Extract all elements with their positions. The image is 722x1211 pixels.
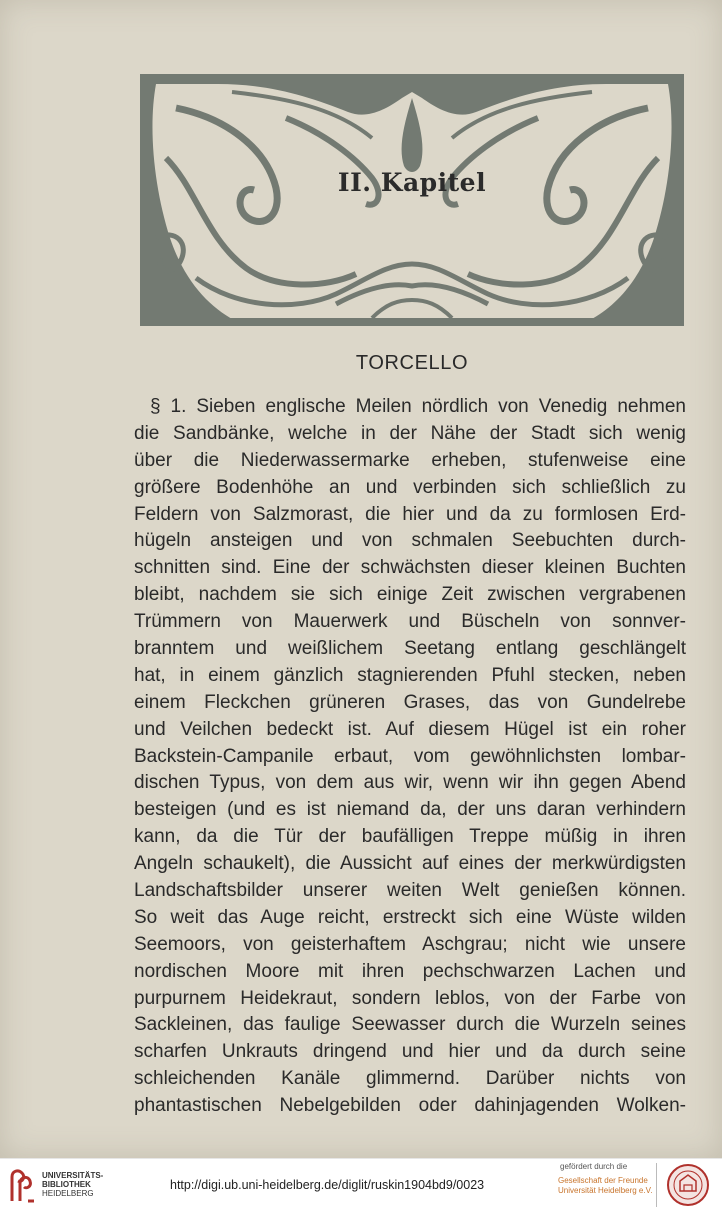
text-line: Backstein-Campanile erbaut, vom gewöhnlichsten lombar- — [134, 745, 686, 767]
text-line: Angeln schaukelt), die Aussicht auf eines der merkwürdigsten — [134, 853, 686, 875]
funder-name[interactable] — [558, 1176, 652, 1196]
text-line: scharfen Unkrauts dringend und hier und da durch seine — [134, 1041, 686, 1063]
chapter-ornament-frame — [136, 68, 688, 330]
text-line: Sackleinen, das faulige Seewasser durch die Wurzeln seines — [134, 1014, 686, 1036]
library-name-line3: HEIDELBERG — [42, 1189, 94, 1198]
university-seal-icon — [666, 1163, 710, 1207]
text-line: hat, in einem gänzlich stagnierenden Pfuhl stecken, neben — [134, 664, 686, 686]
text-line: phantastischen Nebelgebilden oder dahinjagenden Wolken- — [134, 1095, 686, 1117]
text-line: dischen Typus, von dem aus wir, wenn wir ihn gegen Abend — [134, 772, 686, 794]
text-line: branntem und weißlichem Seetang entlang geschlängelt — [134, 638, 686, 660]
funded-by-label: gefördert durch die — [560, 1162, 628, 1171]
text-line: Feldern von Salzmorast, die hier und da zu formlosen Erd- — [134, 503, 686, 525]
section-heading: TORCELLO — [355, 352, 469, 374]
text-line: nordischen Moore mit ihren pechschwarzen Lachen und — [134, 960, 686, 982]
text-line: größere Bodenhöhe an und verbinden sich schließlich zu — [134, 476, 686, 498]
library-name[interactable] — [42, 1171, 103, 1198]
text-line: die Sandbänke, welche in der Nähe der Stadt sich wenig — [134, 422, 686, 444]
body-text — [134, 394, 686, 1120]
funder-line1: Gesellschaft der Freunde — [558, 1176, 648, 1185]
text-line: und Veilchen bedeckt ist. Auf diesem Hügel ist ein roher — [134, 718, 686, 740]
text-line: einem Fleckchen grüneren Grases, das von Gundelrebe — [134, 691, 686, 713]
text-line: Landschaftsbilder unserer weiten Welt genießen können. — [134, 880, 686, 902]
text-line: schleichenden Kanäle glimmernd. Darüber nichts von — [134, 1068, 686, 1090]
text-line: hügeln ansteigen und von schmalen Seebuchten durch- — [134, 530, 686, 552]
text-line: § 1. Sieben englische Meilen nördlich von Venedig nehmen — [150, 396, 686, 417]
text-line: Seemoors, von geisterhaftem Aschgrau; nicht wie unsere — [134, 933, 686, 955]
text-line: bleibt, nachdem sie sich einige Zeit zwischen vergrabenen — [134, 584, 686, 606]
text-line: purpurnem Heidekraut, sondern leblos, von der Farbe von — [134, 987, 686, 1009]
text-line: Trümmern von Mauerwerk und Büscheln von sonnver- — [134, 611, 686, 633]
chapter-title: II. Kapitel — [337, 168, 487, 197]
footer-divider — [656, 1163, 657, 1207]
library-name-line2: BIBLIOTHEK — [42, 1180, 91, 1189]
text-line: schnitten sind. Eine der schwächsten dieser kleinen Buchten — [134, 557, 686, 579]
footer-bar — [0, 1158, 722, 1211]
text-line: kann, da die Tür der baufälligen Treppe müßig in ihren — [134, 826, 686, 848]
text-line: besteigen (und es ist niemand da, der uns daran verhindern — [134, 799, 686, 821]
permalink-url[interactable]: http://digi.ub.uni-heidelberg.de/diglit/ruskin1904bd9/0023 — [170, 1178, 485, 1192]
ub-heidelberg-logo-icon[interactable] — [8, 1167, 38, 1203]
text-line: So weit das Auge reicht, erstreckt sich eine Wüste wilden — [134, 906, 686, 928]
text-line: über die Niederwassermarke erheben, stufenweise eine — [134, 449, 686, 471]
library-name-line1: UNIVERSITÄTS- — [42, 1171, 104, 1180]
funder-line2: Universität Heidelberg e.V. — [558, 1186, 653, 1195]
